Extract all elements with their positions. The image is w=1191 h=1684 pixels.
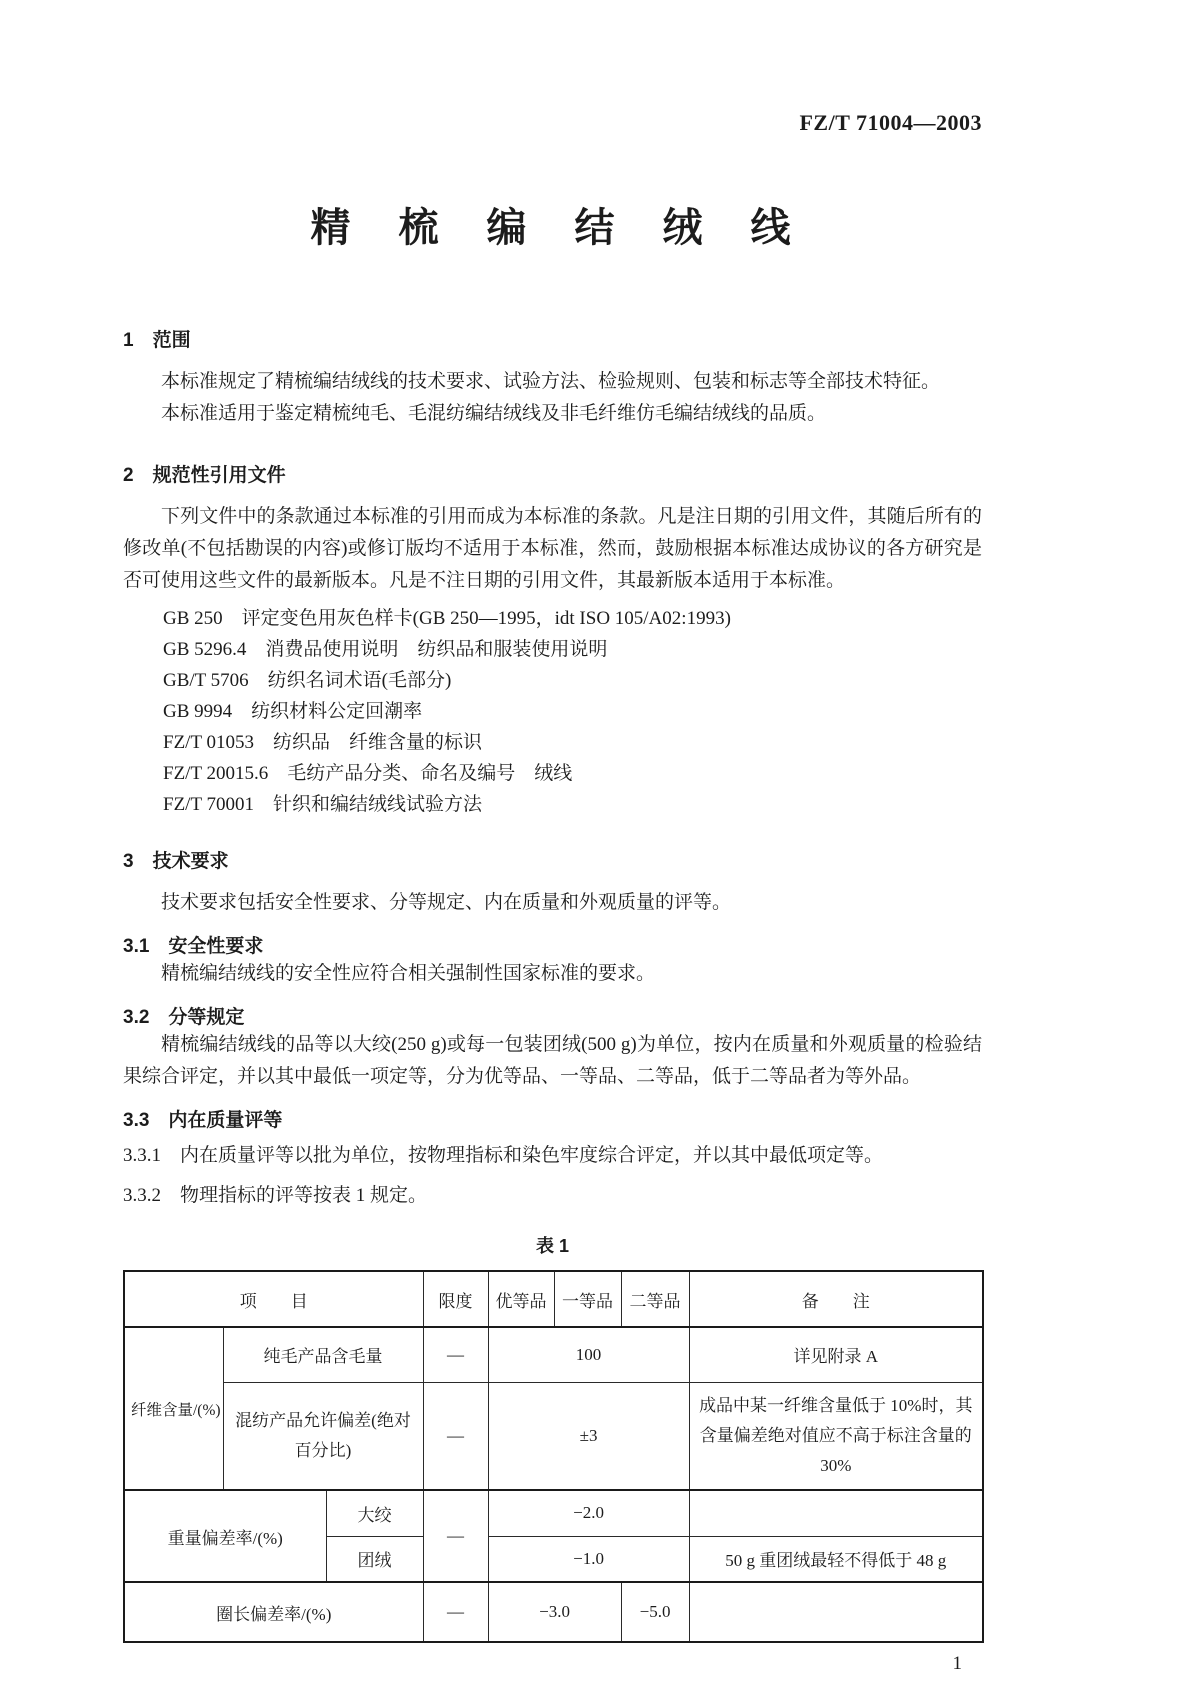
doc-code: FZ/T 71004—2003	[799, 110, 982, 135]
table-header-remark: 备 注	[689, 1271, 983, 1327]
table-header-first: 一等品	[554, 1271, 621, 1327]
weight-deviation-group-label: 重量偏差率/(%)	[124, 1490, 326, 1582]
section-3-1-heading: 3.1 安全性要求	[123, 936, 264, 957]
page-number: 1	[952, 1653, 962, 1674]
doc-title: 精 梳 编 结 绒 线	[310, 206, 795, 250]
table-row-blend	[124, 1382, 983, 1490]
table-row-pure-wool	[124, 1327, 983, 1382]
section-1-heading: 1 范围	[123, 330, 191, 351]
table-header-item: 项 目	[124, 1271, 423, 1327]
section-1-paragraph-2: 本标准适用于鉴定精梳纯毛、毛混纺编结绒线及非毛纤维仿毛编结绒线的品质。	[161, 403, 827, 424]
reference-item: FZ/T 20015.6 毛纺产品分类、命名及编号 绒线	[163, 763, 573, 784]
reference-item: GB/T 5706 纺织名词术语(毛部分)	[163, 670, 452, 691]
cell-remark: 成品中某一纤维含量低于 10%时，其含量偏差绝对值应不高于标注含量的 30%	[689, 1382, 983, 1490]
section-2-heading: 2 规范性引用文件	[123, 465, 286, 486]
clause-3-3-2: 3.3.2 物理指标的评等按表 1 规定。	[123, 1185, 428, 1206]
cell-value: 100	[488, 1327, 689, 1382]
section-3-2-paragraph: 精梳编结绒线的品等以大绞(250 g)或每一包装团绒(500 g)为单位，按内在质量和外观质量的检验结果综合评定，并以其中最低一项定等，分为优等品、一等品、二等品，低于二等品者为等外品。	[123, 1034, 982, 1087]
section-3-2-heading: 3.2 分等规定	[123, 1007, 245, 1028]
cell-item: 混纺产品允许偏差(绝对百分比)	[223, 1382, 423, 1490]
reference-item: GB 9994 纺织材料公定回潮率	[163, 701, 423, 722]
cell-value: −2.0	[488, 1490, 689, 1536]
section-3-heading: 3 技术要求	[123, 851, 229, 872]
cell-limit: —	[423, 1490, 488, 1582]
reference-item: FZ/T 70001 针织和编结绒线试验方法	[163, 794, 482, 815]
section-2-intro: 下列文件中的条款通过本标准的引用而成为本标准的条款。凡是注日期的引用文件，其随后所有的修改单(不包括勘误的内容)或修订版均不适用于本标准，然而，鼓励根据本标准达成协议的各方研究是否可使用这些文件的最新版本。凡是不注日期的引用文件，其最新版本适用于本标准。	[123, 506, 982, 591]
section-3-3-heading: 3.3 内在质量评等	[123, 1110, 283, 1131]
cell-limit: —	[423, 1327, 488, 1382]
reference-item: FZ/T 01053 纺织品 纤维含量的标识	[163, 732, 482, 753]
cell-remark: 50 g 重团绒最轻不得低于 48 g	[689, 1536, 983, 1582]
reference-list	[123, 603, 982, 820]
table-row-loop-length	[124, 1582, 983, 1642]
cell-value: ±3	[488, 1382, 689, 1490]
page-content	[123, 0, 982, 1675]
cell-limit: —	[423, 1382, 488, 1490]
table-caption: 表 1	[535, 1236, 569, 1256]
section-3-intro: 技术要求包括安全性要求、分等规定、内在质量和外观质量的评等。	[161, 892, 732, 913]
cell-value-premium-first: −3.0	[488, 1582, 621, 1642]
cell-item: 大绞	[326, 1490, 423, 1536]
table-1	[123, 1270, 984, 1643]
reference-item: GB 5296.4 消费品使用说明 纺织品和服装使用说明	[163, 639, 608, 660]
section-1-paragraph-1: 本标准规定了精梳编结绒线的技术要求、试验方法、检验规则、包装和标志等全部技术特征。	[161, 371, 941, 392]
cell-remark	[689, 1582, 983, 1642]
table-header-limit: 限度	[423, 1271, 488, 1327]
cell-remark: 详见附录 A	[689, 1327, 983, 1382]
clause-3-3-1: 3.3.1 内在质量评等以批为单位，按物理指标和染色牢度综合评定，并以其中最低项定等。	[123, 1145, 884, 1166]
table-header-premium: 优等品	[488, 1271, 554, 1327]
table-header-second: 二等品	[621, 1271, 689, 1327]
reference-item: GB 250 评定变色用灰色样卡(GB 250—1995，idt ISO 105/A02:1993)	[163, 608, 731, 629]
table-header-row	[124, 1271, 983, 1327]
table-row-skein	[124, 1490, 983, 1536]
section-3-1-paragraph: 精梳编结绒线的安全性应符合相关强制性国家标准的要求。	[161, 963, 656, 984]
cell-remark	[689, 1490, 983, 1536]
cell-value: −1.0	[488, 1536, 689, 1582]
fiber-content-group-label: 纤维含量/(%)	[124, 1327, 223, 1490]
cell-limit: —	[423, 1582, 488, 1642]
cell-item: 纯毛产品含毛量	[223, 1327, 423, 1382]
cell-value-second: −5.0	[621, 1582, 689, 1642]
cell-item: 圈长偏差率/(%)	[124, 1582, 423, 1642]
cell-item: 团绒	[326, 1536, 423, 1582]
